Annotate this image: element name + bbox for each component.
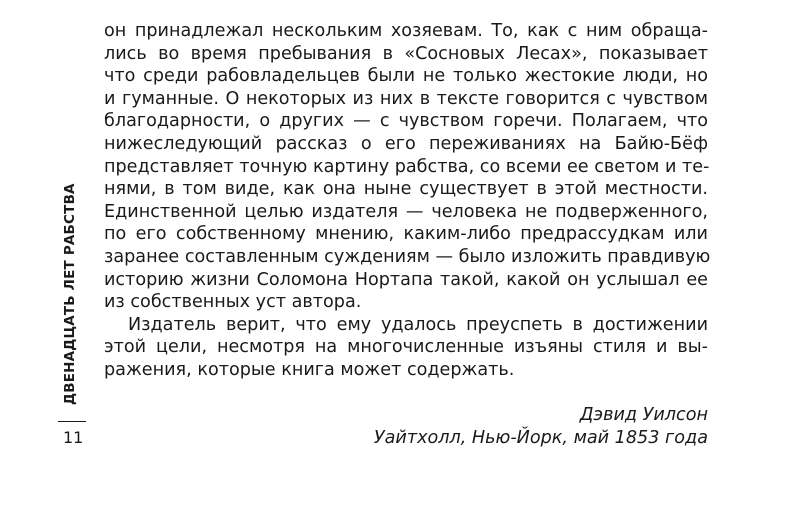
text-line: и гуманные. О некоторых из них в тексте говорится с чувством — [104, 88, 708, 109]
text-line: благодарности, о других — с чувством горечи. Полагаем, что — [104, 111, 708, 132]
text-line: представляет точную картину рабства, со всеми ее светом и те- — [104, 156, 710, 177]
signature-place-date: Уайтхолл, Нью-Йорк, май 1853 года — [373, 427, 708, 448]
text-line: по его собственному мнению, каким-либо предрассудкам или — [104, 224, 708, 245]
paragraph-1 — [104, 20, 711, 314]
margin-rule — [58, 421, 86, 422]
text-line: заранее составленным суждениям — было изложить правдивую — [104, 246, 711, 267]
page-number: 11 — [63, 428, 84, 447]
text-line: Издатель верит, что ему удалось преуспеть в достижении — [128, 314, 708, 335]
running-head: ДВЕНАДЦАТЬ ЛЕТ РАБСТВА — [62, 183, 78, 405]
text-line: ражения, которые книга может содержать. — [104, 359, 515, 380]
text-line: историю жизни Соломона Нортапа такой, какой он услышал ее — [104, 269, 708, 290]
body-text — [104, 20, 711, 382]
text-line: из собственных уст автора. — [104, 292, 362, 313]
text-line: он принадлежал нескольким хозяевам. То, как с ним обраща- — [104, 21, 708, 41]
text-line: нижеследующий рассказ о его переживаниях на Байю-Бёф — [104, 133, 708, 154]
signature-name: Дэвид Уилсон — [579, 405, 708, 425]
text-line: этой цели, несмотря на многочисленные изъяны стиля и вы- — [104, 337, 708, 358]
text-line: лись во время пребывания в «Сосновых Лесах», показывает — [104, 43, 708, 64]
paragraph-2 — [104, 314, 708, 382]
signature-block — [374, 404, 708, 449]
text-line: что среди рабовладельцев были не только жестокие люди, но — [104, 66, 708, 87]
text-line: Единственной целью издателя — человека не подверженного, — [104, 201, 708, 222]
text-line: нями, в том виде, как она ныне существует в этой местности. — [104, 179, 708, 200]
